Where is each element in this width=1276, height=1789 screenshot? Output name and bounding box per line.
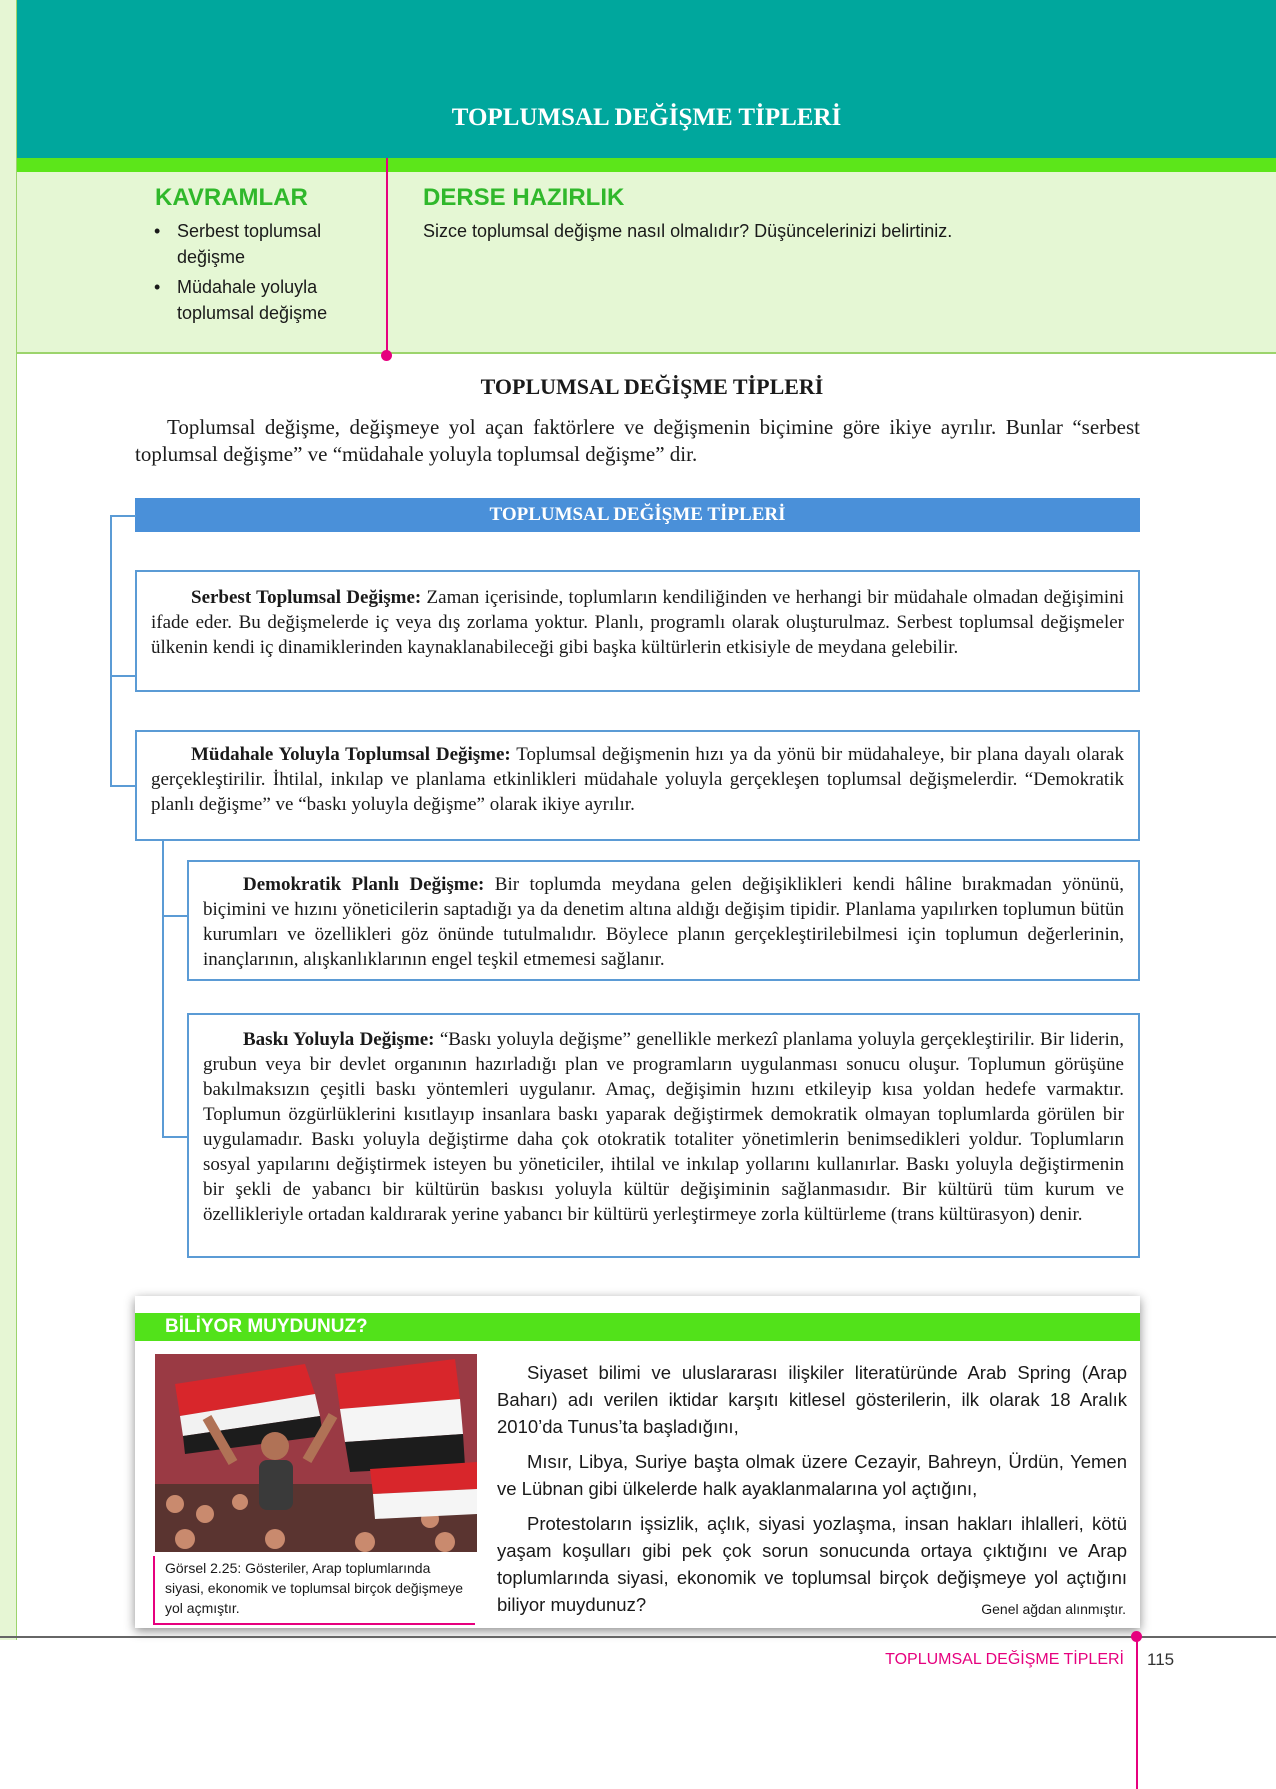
footer-divider [1136,1637,1138,1789]
did-you-know-paragraph: Siyaset bilimi ve uluslararası ilişkiler literatüründe Arab Spring (Arap Baharı) adı verilen iktidar karşıtı kitlesel gösterilerin, ilk olarak 18 Aralık 2010’da Tunus’ta başladığını, [497,1362,1127,1437]
footer-rule [0,1636,1276,1638]
democratic-change-term: Demokratik Planlı Değişme: [243,874,485,895]
did-you-know-heading: BİLİYOR MUYDUNUZ? [135,1313,1140,1341]
democratic-change-text: Bir toplumda meydana gelen değişiklikleri kendi hâline bırakmadan yönünü, biçimini ve hızını yöneticilerin saptadığı ya da denetim altına aldığı değişim tipidir. Planlama yapılırken toplumun bütün kurumları ve özellikleri göz önünde tutulmalıdır. Böylece planın gerçekleştirilebilmesi için toplumun değerlerinin, inançlarının, alışkanlıklarının engel teşkil etmemesi sağlanır. [203,874,1125,970]
free-change-box [135,570,1140,692]
photo-caption: Görsel 2.25: Gösteriler, Arap toplumlarında siyasi, ekonomik ve toplumsal birçok değişmeye yol açmıştır. [165,1560,464,1616]
caption-line [153,1556,155,1625]
connector-line [110,675,136,677]
section-title: TOPLUMSAL DEĞİŞME TİPLERİ [480,374,824,399]
democratic-change-box [187,860,1140,981]
coercive-change-term: Baskı Yoluyla Değişme: [243,1029,435,1050]
concept-item: • Müdahale yoluyla toplumsal değişme [150,274,382,326]
intervention-change-text: Toplumsal değişmenin hızı ya da yönü bir müdahaleye, bir plana dayalı olarak gerçekleştirilir. İhtilal, inkılap ve planlama etkinlikleri müdahale yoluyla gerçekleşen toplumsal değişmelerdir. “Demokratik planlı değişme” ve “baskı yoluyla değişme” olarak ikiye ayrılır. [151,744,1124,815]
connector-line [162,1136,188,1138]
caption-line [153,1623,475,1625]
concepts-list [150,218,382,330]
section-intro: Toplumsal değişme, değişmeye yol açan faktörlere ve değişmenin biçimine göre ikiye ayrılır. Bunlar “serbest toplumsal değişme” ve “müdahale yoluyla toplumsal değişme” dir. [135,415,1140,466]
panel-divider-dot [381,350,392,361]
connector-line [162,841,164,1138]
header-green-bar [17,158,1276,172]
page-edge [0,0,17,1640]
free-change-term: Serbest Toplumsal Değişme: [191,587,422,608]
connector-line [110,515,136,517]
concept-item: • Serbest toplumsal değişme [150,218,382,270]
page-number: 115 [1147,1650,1175,1669]
connector-line [110,515,112,786]
source-note: Genel ağdan alınmıştır. [981,1601,1126,1617]
prep-question: Sizce toplumsal değişme nasıl olmalıdır? Düşüncelerinizi belirtiniz. [423,221,953,241]
did-you-know-paragraph: Protestoların işsizlik, açlık, siyasi yozlaşma, insan hakları ihlalleri, kötü yaşam koşulları gibi pek çok sorun sonucunda ortaya çıktığını ve Arap toplumlarında siyasi, ekonomik ve toplumsal birçok değişmeye yol açtığını biliyor muydunuz? [497,1513,1127,1615]
header-title: TOPLUMSAL DEĞİŞME TİPLERİ [451,104,842,131]
protest-photo [155,1354,477,1552]
diagram-header: TOPLUMSAL DEĞİŞME TİPLERİ [135,498,1140,532]
coercive-change-box [187,1013,1140,1258]
footer-title: TOPLUMSAL DEĞİŞME TİPLERİ [885,1651,1124,1668]
connector-line [162,915,188,917]
header-banner [17,0,1276,158]
panel-divider [386,158,388,356]
coercive-change-text: “Baskı yoluyla değişme” genellikle merkezî planlama yoluyla gerçekleştirilir. Bir liderin, grubun veya bir devlet organının hazırladığı plan ve programların uygulanması sonucu oluşur. Toplumun görüşüne bakılmaksızın çeşitli baskı yöntemleri uygulanır. Amaç, değişimin hızını etkileyip kısa yoldan hedefe varmaktır. Toplumun özgürlüklerini kısıtlayıp insanlara baskı yaparak değiştirmek demokratik olmayan toplumlarda görülen bir uygulamadır. Baskı yoluyla değiştirme daha çok otokratik totaliter yönetimlerin benimsedikleri yoldur. Toplumların sosyal yapılarını değiştirmek isteyen bu yöneticiler, ihtilal ve inkılap yollarını kullanırlar. Baskı yoluyla değiştirmenin bir şekli de yabancı bir kültürün baskısı yoluyla kültür değişiminin sağlanmasıdır. Bir kültürü tüm kurum ve özellikleriyle ortadan kaldırarak yerine yabancı bir kültürü yerleştirmeye zorla kültürleme (trans kültürasyon) denir. [203,1029,1124,1225]
intervention-change-term: Müdahale Yoluyla Toplumsal Değişme: [191,744,511,765]
concepts-heading: KAVRAMLAR [155,184,308,211]
did-you-know-text [497,1359,1127,1626]
prep-heading: DERSE HAZIRLIK [423,184,625,211]
connector-line [110,785,136,787]
footer-divider-dot [1131,1631,1142,1642]
free-change-text: Zaman içerisinde, toplumların kendiliğinden ve herhangi bir müdahale olmadan değişimini ifade eder. Bu değişmelerde iç veya dış zorlama yoktur. Planlı, programlı olarak oluşturulmaz. Serbest toplumsal değişmeler ülkenin kendi iç dinamiklerinden kaynaklanabileceği gibi başka kültürlerin etkisiyle de meydana gelebilir. [151,587,1124,658]
did-you-know-paragraph: Mısır, Libya, Suriye başta olmak üzere Cezayir, Bahreyn, Ürdün, Yemen ve Lübnan gibi ülkelerde halk ayaklanmalarına yol açtığını, [497,1451,1127,1499]
intervention-change-box [135,730,1140,841]
